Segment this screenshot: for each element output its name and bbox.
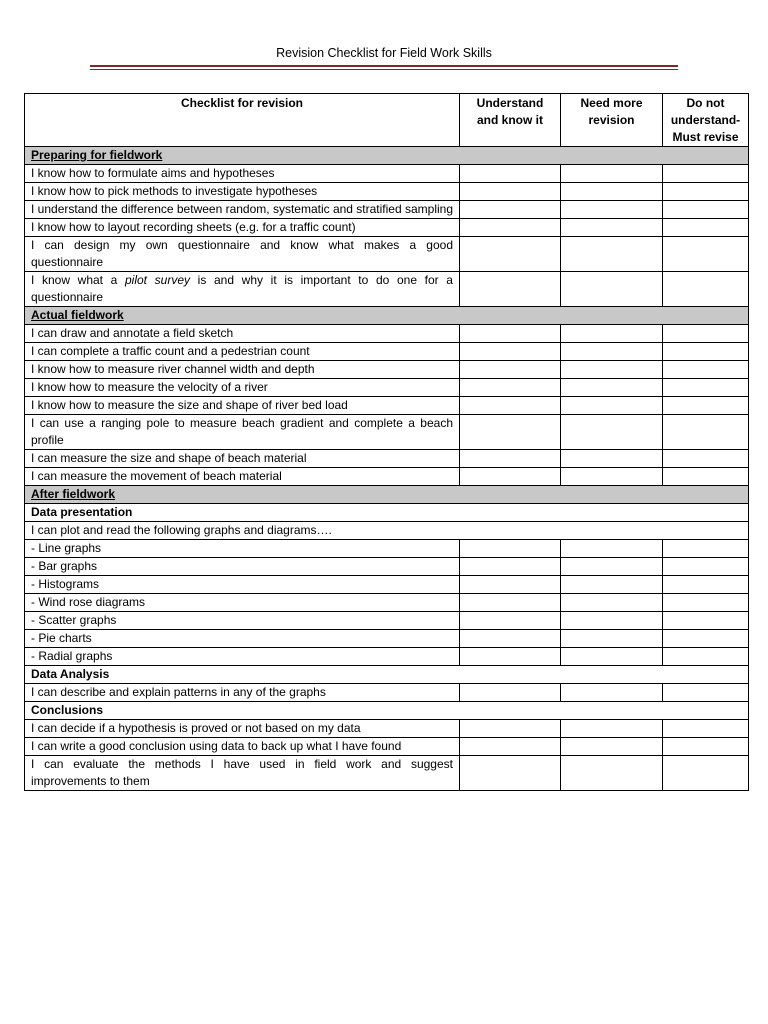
need-more-revision-cell[interactable] [561,361,663,379]
checklist-row [25,450,749,468]
checklist-item: I can complete a traffic count and a pedestrian count [25,343,460,361]
checklist-row [25,720,749,738]
understand-cell[interactable] [460,558,561,576]
understand-cell[interactable] [460,594,561,612]
checklist-item: I can describe and explain patterns in any of the graphs [25,684,460,702]
checklist-row [25,612,749,630]
checklist-row [25,756,749,791]
need-more-revision-cell[interactable] [561,540,663,558]
need-more-revision-cell[interactable] [561,576,663,594]
checklist-item: - Wind rose diagrams [25,594,460,612]
do-not-understand-cell[interactable] [663,272,749,307]
checklist-row [25,630,749,648]
checklist-item: - Pie charts [25,630,460,648]
checklist-row [25,272,749,307]
need-more-revision-cell[interactable] [561,630,663,648]
do-not-understand-cell[interactable] [663,343,749,361]
checklist-row [25,201,749,219]
checklist-item: I can measure the movement of beach material [25,468,460,486]
understand-cell[interactable] [460,219,561,237]
need-more-revision-cell[interactable] [561,594,663,612]
subheading-row [25,504,749,522]
intro-row [25,522,749,540]
do-not-understand-cell[interactable] [663,630,749,648]
understand-cell[interactable] [460,237,561,272]
understand-cell[interactable] [460,379,561,397]
need-more-revision-cell[interactable] [561,397,663,415]
understand-cell[interactable] [460,720,561,738]
section-row [25,307,749,325]
understand-cell[interactable] [460,540,561,558]
need-more-revision-cell[interactable] [561,379,663,397]
do-not-understand-cell[interactable] [663,648,749,666]
intro-text: I can plot and read the following graphs and diagrams…. [25,522,749,540]
checklist-row [25,415,749,450]
checklist-item: I can evaluate the methods I have used in field work and suggest improvements to them [25,756,460,791]
need-more-revision-cell[interactable] [561,415,663,450]
section-heading: Actual fieldwork [25,307,749,325]
checklist-item: I know how to measure the size and shape of river bed load [25,397,460,415]
checklist-item: I can write a good conclusion using data to back up what I have found [25,738,460,756]
checklist-body [25,147,749,791]
understand-cell[interactable] [460,361,561,379]
checklist-item: I can decide if a hypothesis is proved or not based on my data [25,720,460,738]
understand-cell[interactable] [460,684,561,702]
need-more-revision-cell[interactable] [561,165,663,183]
need-more-revision-cell[interactable] [561,343,663,361]
revision-checklist-table [24,93,749,791]
subheading-row [25,702,749,720]
need-more-revision-cell[interactable] [561,219,663,237]
do-not-understand-cell[interactable] [663,558,749,576]
understand-cell[interactable] [460,415,561,450]
do-not-understand-cell[interactable] [663,165,749,183]
checklist-item: I know how to measure river channel width and depth [25,361,460,379]
understand-cell[interactable] [460,630,561,648]
do-not-understand-cell[interactable] [663,540,749,558]
subheading: Conclusions [25,702,749,720]
checklist-item: I understand the difference between random, systematic and stratified sampling [25,201,460,219]
need-more-revision-cell[interactable] [561,183,663,201]
understand-cell[interactable] [460,756,561,791]
checklist-row [25,540,749,558]
need-more-revision-cell[interactable] [561,756,663,791]
do-not-understand-cell[interactable] [663,450,749,468]
understand-cell[interactable] [460,450,561,468]
checklist-item: - Line graphs [25,540,460,558]
checklist-row [25,361,749,379]
checklist-row [25,576,749,594]
checklist-item: I can draw and annotate a field sketch [25,325,460,343]
understand-cell[interactable] [460,397,561,415]
title-underline-thin [90,69,678,70]
understand-cell[interactable] [460,165,561,183]
understand-cell[interactable] [460,648,561,666]
need-more-revision-cell[interactable] [561,720,663,738]
section-row [25,486,749,504]
need-more-revision-cell[interactable] [561,558,663,576]
need-more-revision-cell[interactable] [561,272,663,307]
checklist-row [25,684,749,702]
section-row [25,147,749,165]
checklist-item: I know how to pick methods to investigate hypotheses [25,183,460,201]
need-more-revision-cell[interactable] [561,450,663,468]
page-title: Revision Checklist for Field Work Skills [276,46,492,60]
checklist-row [25,594,749,612]
checklist-row [25,343,749,361]
do-not-understand-cell[interactable] [663,720,749,738]
do-not-understand-cell[interactable] [663,738,749,756]
header-checklist: Checklist for revision [25,94,460,147]
subheading: Data presentation [25,504,749,522]
checklist-row [25,738,749,756]
checklist-row [25,397,749,415]
understand-cell[interactable] [460,468,561,486]
checklist-row [25,648,749,666]
do-not-understand-cell[interactable] [663,756,749,791]
need-more-revision-cell[interactable] [561,684,663,702]
need-more-revision-cell[interactable] [561,648,663,666]
checklist-row [25,325,749,343]
checklist-row [25,558,749,576]
header-row [25,94,749,147]
do-not-understand-cell[interactable] [663,576,749,594]
understand-cell[interactable] [460,201,561,219]
checklist-row [25,183,749,201]
section-heading: Preparing for fieldwork [25,147,749,165]
checklist-item: I can design my own questionnaire and know what makes a good questionnaire [25,237,460,272]
understand-cell[interactable] [460,738,561,756]
need-more-revision-cell[interactable] [561,325,663,343]
do-not-understand-cell[interactable] [663,379,749,397]
do-not-understand-cell[interactable] [663,468,749,486]
do-not-understand-cell[interactable] [663,612,749,630]
do-not-understand-cell[interactable] [663,325,749,343]
section-heading: After fieldwork [25,486,749,504]
do-not-understand-cell[interactable] [663,684,749,702]
checklist-row [25,379,749,397]
do-not-understand-cell[interactable] [663,594,749,612]
do-not-understand-cell[interactable] [663,361,749,379]
checklist-item: I know what a pilot survey is and why it is important to do one for a questionnaire [25,272,460,307]
checklist-item: I know how to measure the velocity of a river [25,379,460,397]
need-more-revision-cell[interactable] [561,237,663,272]
header-do-not-understand: Do not understand- Must revise [663,94,749,147]
do-not-understand-cell[interactable] [663,237,749,272]
do-not-understand-cell[interactable] [663,201,749,219]
checklist-item: I know how to formulate aims and hypotheses [25,165,460,183]
understand-cell[interactable] [460,325,561,343]
checklist-item: - Bar graphs [25,558,460,576]
checklist-row [25,219,749,237]
checklist-item: - Radial graphs [25,648,460,666]
understand-cell[interactable] [460,272,561,307]
checklist-item: I can measure the size and shape of beach material [25,450,460,468]
need-more-revision-cell[interactable] [561,738,663,756]
checklist-item: - Scatter graphs [25,612,460,630]
do-not-understand-cell[interactable] [663,415,749,450]
checklist-row [25,165,749,183]
checklist-item: I know how to layout recording sheets (e.g. for a traffic count) [25,219,460,237]
need-more-revision-cell[interactable] [561,468,663,486]
subheading: Data Analysis [25,666,749,684]
checklist-item: - Histograms [25,576,460,594]
need-more-revision-cell[interactable] [561,612,663,630]
understand-cell[interactable] [460,576,561,594]
need-more-revision-cell[interactable] [561,201,663,219]
checklist-row [25,237,749,272]
do-not-understand-cell[interactable] [663,397,749,415]
understand-cell[interactable] [460,343,561,361]
header-need-more-revision: Need more revision [561,94,663,147]
subheading-row [25,666,749,684]
header-understand: Understand and know it [460,94,561,147]
title-underline-thick [90,65,678,67]
understand-cell[interactable] [460,183,561,201]
do-not-understand-cell[interactable] [663,183,749,201]
checklist-row [25,468,749,486]
understand-cell[interactable] [460,612,561,630]
checklist-item: I can use a ranging pole to measure beach gradient and complete a beach profile [25,415,460,450]
do-not-understand-cell[interactable] [663,219,749,237]
